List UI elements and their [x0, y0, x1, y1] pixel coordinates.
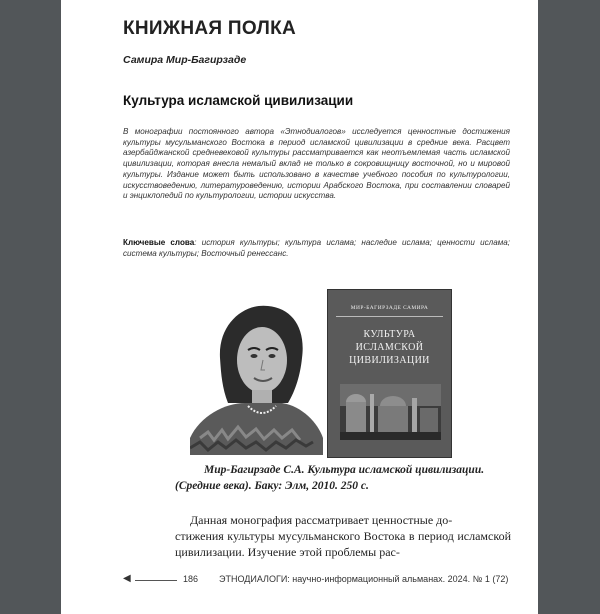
document-page	[61, 0, 538, 614]
footer-arrow-icon: ◀	[123, 573, 131, 584]
body-paragraph-rest: стижения культуры мусульманского Востока в период исламской цивилизации. Изучение этой проблемы рас-	[175, 529, 511, 559]
page-number: 186	[183, 574, 199, 584]
keywords-text: : история культуры; культура ислама; наследие ислама; ценности ислама; система культуры; Восточный ренессанс.	[123, 238, 511, 258]
book-cover-author: МИР-БАГИРЗАДЕ САМИРА	[350, 305, 429, 311]
book-citation	[175, 462, 510, 494]
page-footer	[123, 573, 511, 587]
article-title: Культура исламской цивилизации	[123, 93, 354, 108]
book-citation-line1: Мир-Багирзаде С.А. Культура исламской цивилизации.	[204, 464, 485, 476]
body-paragraph-line1: Данная монография рассматривает ценностные до-	[190, 513, 453, 527]
footer-rule	[135, 580, 177, 581]
book-citation-line2: (Средние века). Баку: Элм, 2010. 250 с.	[175, 480, 369, 492]
book-cover	[327, 289, 452, 458]
journal-name: ЭТНОДИАЛОГИ: научно-информационный альманах. 2024. № 1 (72)	[219, 574, 509, 584]
book-cover-divider	[336, 316, 443, 317]
body-paragraph	[175, 512, 511, 560]
book-cover-photo	[340, 384, 441, 440]
author-portrait	[190, 298, 323, 455]
article-abstract: В монографии постоянного автора «Этнодиалогов» исследуется ценностные достижения культуры мусульманского Востока в период исламской цивилизации в средние века. Расцвет азербайджанской средневековой культуры рассматривается как неотъемлемая часть исламской цивилизации, которая внесла немалый вклад не только в сокровищницу восточной, но и мировой культуры. Издание может быть использовано в качестве учебного пособия по культурологии, искусствоведению, литературоведению, истории Арабского Востока, при составлении словарей и энциклопедий по культурологии, истории искусства.	[123, 127, 510, 201]
article-author: Самира Мир-Багирзаде	[123, 54, 247, 66]
keywords-block	[123, 238, 510, 259]
book-cover-title: КУЛЬТУРА ИСЛАМСКОЙ ЦИВИЛИЗАЦИИ	[349, 329, 430, 366]
keywords-label: Ключевые слова	[123, 238, 195, 247]
section-rubric: КНИЖНАЯ ПОЛКА	[123, 18, 297, 39]
